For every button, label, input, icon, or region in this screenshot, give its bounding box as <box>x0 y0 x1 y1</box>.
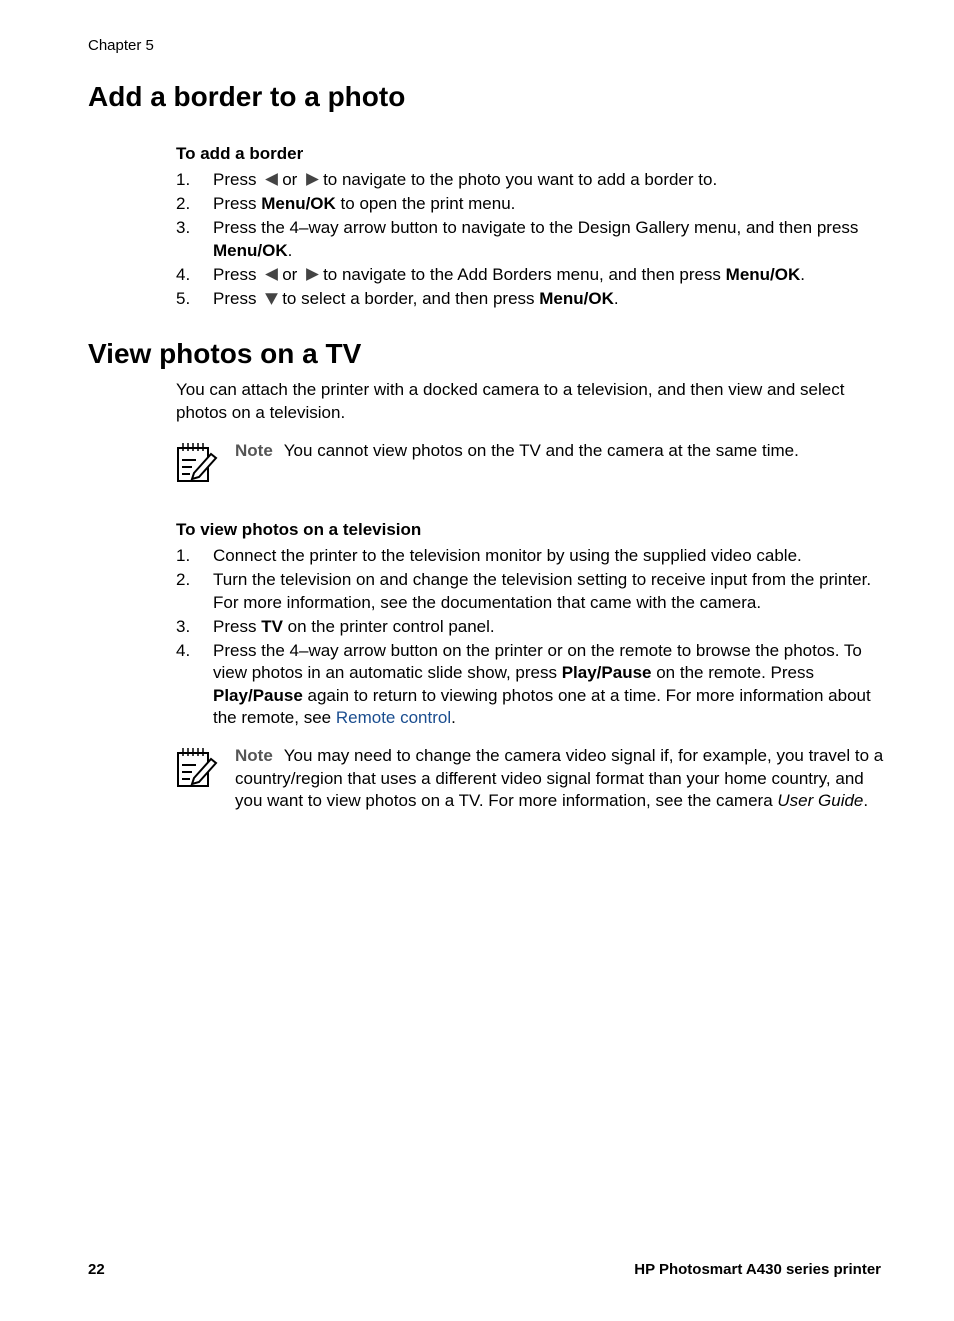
list-item: 4. Press or to navigate to the Add Borders menu, and then press Menu/OK. <box>176 264 806 284</box>
note-label: Note <box>235 441 273 460</box>
note-icon <box>176 442 218 482</box>
procedure-title-add-border: To add a border <box>176 144 304 163</box>
section-heading-add-border: Add a border to a photo <box>88 81 406 112</box>
add-border-steps <box>176 169 886 312</box>
note-label: Note <box>235 746 273 765</box>
list-item: 2. Press Menu/OK to open the print menu. <box>176 194 516 213</box>
list-item: 2. Turn the television on and change the television setting to receive input from the printer. For more information, see the documentation that came with the camera. <box>176 570 872 612</box>
list-item: 5. Press to select a border, and then press Menu/OK. <box>176 288 619 308</box>
running-header: Chapter 5 <box>88 37 154 54</box>
note-text: Note You cannot view photos on the TV and the camera at the same time. <box>235 441 799 460</box>
note-icon <box>176 747 218 787</box>
remote-control-link[interactable]: Remote control <box>335 708 452 727</box>
left-arrow-icon <box>263 171 280 188</box>
procedure-title-view-tv: To view photos on a television <box>176 520 422 539</box>
footer-title: HP Photosmart A430 series printer <box>634 1261 881 1278</box>
intro-paragraph: You can attach the printer with a docked camera to a television, and then view and select photos on a television. <box>176 380 845 422</box>
list-item: 4. Press the 4–way arrow button on the printer or on the remote to browse the photos. To view photos in an automatic slide show, press Play/Pause on the remote. Press Play/Pause again to return to viewing photos one at a time. For more information about the remote, see Remote control. <box>176 640 871 727</box>
list-item: 3. Press the 4–way arrow button to navigate to the Design Gallery menu, and then press Menu/OK. <box>176 218 859 260</box>
right-arrow-icon <box>304 171 321 188</box>
right-arrow-icon <box>304 266 321 283</box>
list-item: 3. Press TV on the printer control panel. <box>176 616 495 636</box>
list-item: 1. Connect the printer to the television monitor by using the supplied video cable. <box>176 546 802 565</box>
left-arrow-icon <box>263 266 280 283</box>
down-arrow-icon <box>263 290 280 307</box>
section-heading-view-tv: View photos on a TV <box>88 338 362 369</box>
page-number: 22 <box>88 1261 105 1278</box>
list-item: 1. Press or to navigate to the photo you want to add a border to. <box>176 170 718 189</box>
view-tv-steps <box>176 545 886 731</box>
note-text: Note You may need to change the camera video signal if, for example, you travel to a country/region that uses a different video signal format than your home country, and you want to view photos on a TV. For more information, see the camera User Guide. <box>235 746 884 810</box>
